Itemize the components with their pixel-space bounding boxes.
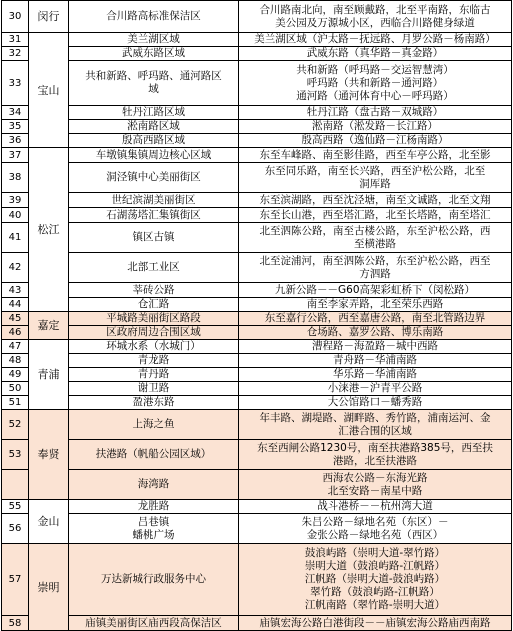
range-cell: 北至淀浦河，南至泗陈公路，东至沪松公路，西至 方泗路: [239, 253, 512, 283]
area-cell: 共和新路、呼玛路、通河路区 域: [69, 61, 239, 106]
row-number: 53: [2, 440, 29, 470]
area-cell: 庙镇美丽街区庙西段高保洁区: [69, 616, 239, 631]
range-cell: 漕程路－海盈路－城中西路: [239, 340, 512, 354]
area-cell: 镇区古镇: [69, 223, 239, 253]
area-cell: 洞泾镇中心美丽街区: [69, 163, 239, 193]
range-cell: 战斗港桥－－杭州湾大道: [239, 500, 512, 514]
table-row: [2, 440, 512, 470]
range-cell: 武威东路（真华路－真金路）: [239, 47, 512, 61]
row-number: 39: [2, 193, 29, 208]
row-number: 58: [2, 616, 29, 631]
table-row: [2, 616, 512, 631]
range-cell: 淞南路（淞发路－长江路）: [239, 120, 512, 134]
range-cell: 西海农公路－东海光路 北至安路－南星中路: [239, 470, 512, 500]
range-cell: 东至滨湖路，西至沈泾塘，南至文诚路，北至文翔: [239, 193, 512, 208]
table-row: [2, 312, 512, 326]
table-row: [2, 163, 512, 193]
table-row: [2, 396, 512, 410]
table-row: [2, 61, 512, 106]
table-row: [2, 382, 512, 396]
table-row: [2, 470, 512, 500]
district-cell: 宝山: [29, 33, 69, 148]
row-number: 51: [2, 396, 29, 410]
row-number: 35: [2, 120, 29, 134]
table-row: [2, 223, 512, 253]
area-cell: 青丹路: [69, 368, 239, 382]
table-row: [2, 106, 512, 120]
table-row: [2, 193, 512, 208]
table-row: [2, 298, 512, 312]
table-row: [2, 33, 512, 47]
table-row: [2, 283, 512, 298]
area-cell: 海湾路: [69, 470, 239, 500]
district-cell: 金山: [29, 500, 69, 544]
range-cell: 合川路南北向，南至顾戴路，北至平南路，东临古 美公园及万源城小区，西临合川路健身绿道: [239, 1, 512, 33]
range-cell: 九新公路－－G60高架彩虹桥下（闵松路）: [239, 283, 512, 298]
table-row: [2, 354, 512, 368]
area-cell: 牡丹江路区域: [69, 106, 239, 120]
row-number: 32: [2, 47, 29, 61]
row-number: 47: [2, 340, 29, 354]
range-cell: 美兰湖区域（沪太路－抚远路、月罗公路－杨南路）: [239, 33, 512, 47]
range-cell: 鼓浪屿路（崇明大道-翠竹路） 崇明大道（鼓浪屿路-江帆路） 江帆路（崇明大道-鼓浪屿路） 翠竹路（鼓浪屿路-江帆路） 江帆南路（翠竹路-崇明大道）: [239, 544, 512, 616]
area-cell: 上海之鱼: [69, 410, 239, 440]
area-cell: 殷高西路区域: [69, 134, 239, 148]
range-cell: 共和新路（呼玛路－交运智慧湾） 呼玛路（共和新路－通河路） 通河路（通河体育中心－呼玛路）: [239, 61, 512, 106]
range-cell: 青舟路－华浦南路: [239, 354, 512, 368]
row-number: [2, 470, 29, 500]
row-number: 31: [2, 33, 29, 47]
range-cell: 南至李家弄路，北至荣乐西路: [239, 298, 512, 312]
row-number: 52: [2, 410, 29, 440]
range-cell: 东至同乐路，南至长兴路，西至沪松公路，北至 洞厍路: [239, 163, 512, 193]
row-number: 49: [2, 368, 29, 382]
row-number: 45: [2, 312, 29, 326]
table-row: [2, 47, 512, 61]
range-cell: 小涞港－沪青平公路: [239, 382, 512, 396]
table-row: [2, 134, 512, 148]
area-cell: 武威东路区域: [69, 47, 239, 61]
table-row: [2, 500, 512, 514]
district-cell: 奉贤: [29, 410, 69, 500]
row-number: 50: [2, 382, 29, 396]
area-cell: 吕巷镇 蟠桃广场: [69, 514, 239, 544]
range-cell: 仓场路、嘉罗公路、博乐南路: [239, 326, 512, 340]
row-number: 34: [2, 106, 29, 120]
range-cell: 东至车峰路、南至影佳路，西至车亭公路，北至影: [239, 148, 512, 163]
range-cell: 大公馆路口－蟠秀路: [239, 396, 512, 410]
row-number: 42: [2, 253, 29, 283]
district-cell: 崇明: [29, 544, 69, 631]
row-number: 44: [2, 298, 29, 312]
table-row: [2, 514, 512, 544]
table-row: [2, 410, 512, 440]
row-number: 46: [2, 326, 29, 340]
area-cell: 石湖荡塔汇集镇街区: [69, 208, 239, 223]
row-number: 36: [2, 134, 29, 148]
row-number: 43: [2, 283, 29, 298]
area-cell: 世纪滨湖美丽街区: [69, 193, 239, 208]
area-cell: 美兰湖区域: [69, 33, 239, 47]
area-cell: 北部工业区: [69, 253, 239, 283]
area-cell: 莘砖公路: [69, 283, 239, 298]
range-cell: 牡丹江路（盘古路－双城路）: [239, 106, 512, 120]
table-row: [2, 340, 512, 354]
row-number: 57: [2, 544, 29, 616]
area-cell: 淞南路区域: [69, 120, 239, 134]
row-number: 33: [2, 61, 29, 106]
table-row: [2, 1, 512, 33]
area-cell: 平城路美丽街区路段: [69, 312, 239, 326]
row-number: 30: [2, 1, 29, 33]
row-number: 48: [2, 354, 29, 368]
area-cell: 合川路高标准保洁区: [69, 1, 239, 33]
row-number: 41: [2, 223, 29, 253]
area-cell: 区政府周边合围区域: [69, 326, 239, 340]
range-cell: 庙镇宏海公路白港街段－－庙镇宏海公路庙西南路: [239, 616, 512, 631]
range-cell: 东至长山港，西至塔汇路，北至长塔路，南至塔汇: [239, 208, 512, 223]
range-cell: 东至嘉行公路，西至嘉唐公路，南至北管路边界: [239, 312, 512, 326]
row-number: 55: [2, 500, 29, 514]
area-cell: 仓汇路: [69, 298, 239, 312]
range-cell: 年丰路、湖堤路、湖畔路、秀竹路，浦南运河、金 汇港合围的区域: [239, 410, 512, 440]
area-cell: 扶港路（帆船公园区域）: [69, 440, 239, 470]
table-row: [2, 326, 512, 340]
cleaning-zone-table: [1, 0, 512, 631]
area-cell: 车墩镇集镇周边核心区域: [69, 148, 239, 163]
area-cell: 龙胜路: [69, 500, 239, 514]
district-cell: 松江: [29, 148, 69, 312]
row-number: 40: [2, 208, 29, 223]
table-row: [2, 148, 512, 163]
table-row: [2, 120, 512, 134]
district-cell: 嘉定: [29, 312, 69, 340]
area-cell: 盈港东路: [69, 396, 239, 410]
range-cell: 东至西闸公路1230号，南至扶港路385号，西至扶 港路，北至扶港路: [239, 440, 512, 470]
table-row: [2, 368, 512, 382]
range-cell: 朱吕公路－绿地名苑（东区）－ 金张公路－绿地名苑（西区）: [239, 514, 512, 544]
area-cell: 青龙路: [69, 354, 239, 368]
row-number: 37: [2, 148, 29, 163]
range-cell: 北至泗陈公路，南至古楼公路，东至沪松公路，西 至横港路: [239, 223, 512, 253]
table-row: [2, 253, 512, 283]
row-number: 56: [2, 514, 29, 544]
table-row: [2, 544, 512, 616]
range-cell: 殷高西路（逸仙路－江杨南路）: [239, 134, 512, 148]
area-cell: 环城水系（水城门）: [69, 340, 239, 354]
area-cell: 万达新城行政服务中心: [69, 544, 239, 616]
range-cell: 华乐路－华浦南路: [239, 368, 512, 382]
row-number: 38: [2, 163, 29, 193]
table-row: [2, 208, 512, 223]
area-cell: 谢卫路: [69, 382, 239, 396]
district-cell: 青浦: [29, 340, 69, 410]
district-cell: 闵行: [29, 1, 69, 33]
